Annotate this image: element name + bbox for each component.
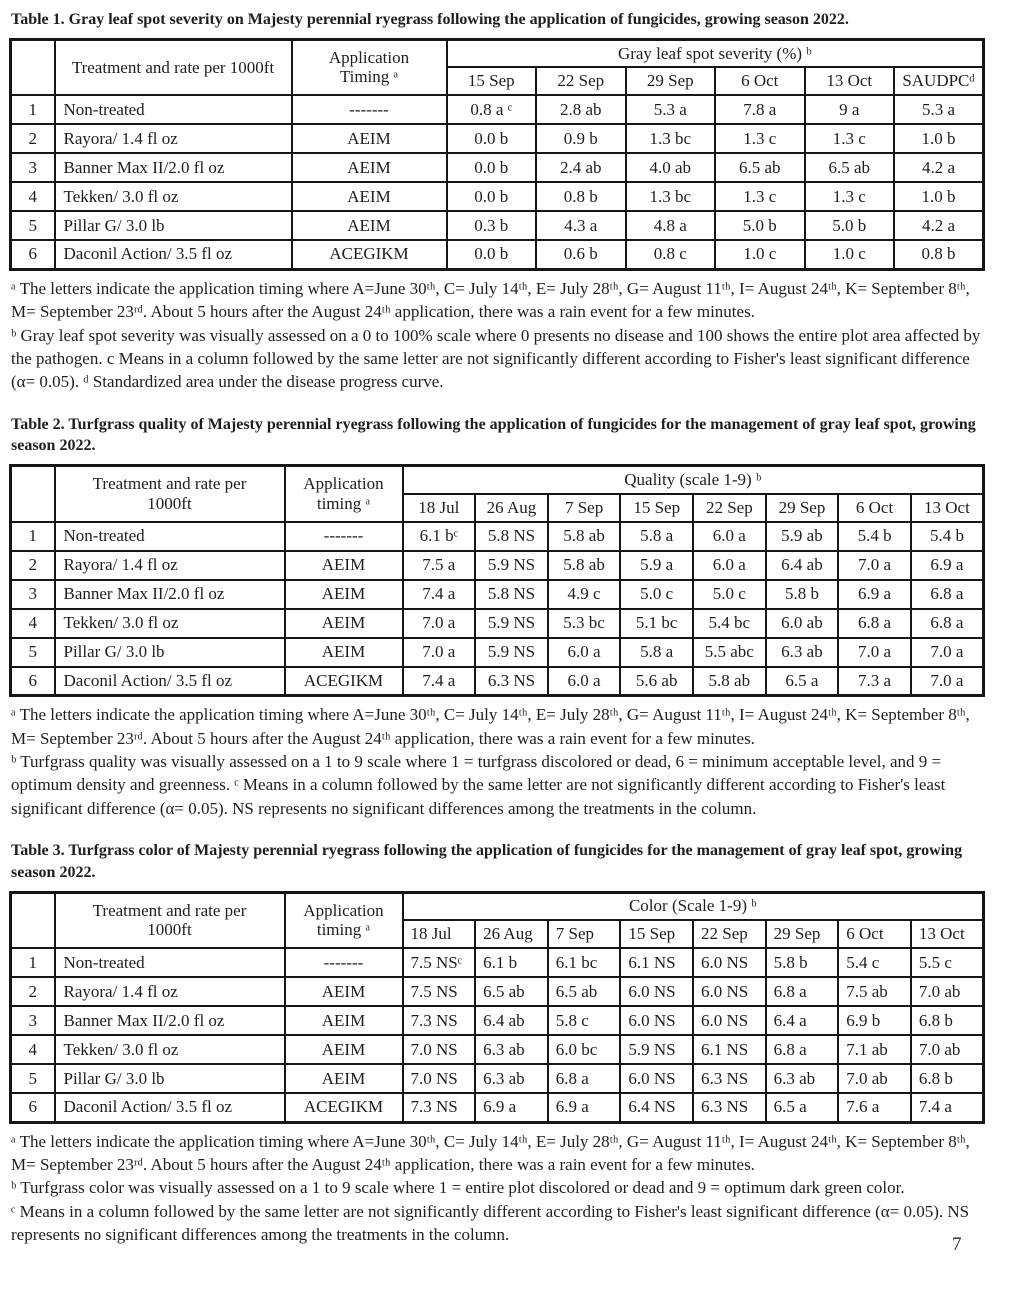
value-cell: 5.3 bc (548, 609, 621, 638)
value-cell: 6.0 a (693, 551, 766, 580)
value-cell: 6.0 a (548, 638, 621, 667)
value-cell: 6.3 ab (766, 638, 839, 667)
value-cell: 6.3 NS (475, 667, 548, 696)
treatment-cell: Pillar G/ 3.0 lb (55, 211, 292, 240)
timing-cell: ACEGIKM (292, 240, 447, 269)
table3-caption: Table 3. Turfgrass color of Majesty perennial ryegrass following the application of fungicides for the management of gray leaf spot, growing season 2022. (11, 842, 963, 881)
value-cell: 5.8 ab (693, 667, 766, 696)
value-cell: 7.0 a (838, 638, 911, 667)
date-column-header: 15 Sep (620, 494, 693, 522)
footnote-a: ᵃ The letters indicate the application timing where A=June 30ᵗʰ, C= July 14ᵗʰ, E= July 28ᵗʰ, G= August 11ᵗʰ, I= August 24ᵗʰ, K= September 8ᵗʰ, M= September 23ʳᵈ. About 5 hours after the August 24ᵗʰ application, there was a rain event for a few minutes. (11, 705, 970, 748)
table2-footnotes (11, 703, 986, 820)
value-cell: 0.0 b (447, 124, 537, 153)
date-column-header: 18 Jul (403, 920, 476, 948)
value-cell: 6.8 a (548, 1064, 621, 1093)
table-row (11, 153, 984, 182)
value-cell: 6.0 bc (548, 1035, 621, 1064)
value-cell: 6.8 a (838, 609, 911, 638)
row-number-cell: 5 (11, 211, 55, 240)
treatment-cell: Non-treated (55, 948, 285, 977)
footnote-a: ᵃ The letters indicate the application timing where A=June 30ᵗʰ, C= July 14ᵗʰ, E= July 28ᵗʰ, G= August 11ᵗʰ, I= August 24ᵗʰ, K= September 8ᵗʰ, M= September 23ʳᵈ. About 5 hours after the August 24ᵗʰ application, there was a rain event for a few minutes. (11, 278, 970, 322)
timing-cell: AEIM (285, 551, 403, 580)
value-cell: 6.0 NS (620, 1064, 693, 1093)
value-cell: 6.3 ab (766, 1064, 839, 1093)
value-cell: 6.8 a (766, 977, 839, 1006)
value-cell: 5.4 b (911, 522, 984, 551)
value-cell: 4.8 a (626, 211, 716, 240)
table-row (11, 609, 984, 638)
table-row (11, 1006, 984, 1035)
treatment-column-header: Treatment and rate per 1000ft (55, 39, 292, 95)
value-cell: 6.3 NS (693, 1093, 766, 1122)
group-header: Color (Scale 1-9) ᵇ (403, 892, 984, 920)
date-column-header: 13 Oct (805, 67, 895, 95)
value-cell: 7.4 a (911, 1093, 984, 1122)
value-cell: 6.1 bc (548, 948, 621, 977)
treatment-cell: Tekken/ 3.0 fl oz (55, 609, 285, 638)
value-cell: 6.0 a (548, 667, 621, 696)
value-cell: 7.0 a (403, 609, 476, 638)
row-number-cell: 3 (11, 153, 55, 182)
value-cell: 5.8 NS (475, 522, 548, 551)
value-cell: 1.0 c (715, 240, 805, 269)
value-cell: 7.3 a (838, 667, 911, 696)
table-row (11, 240, 984, 269)
date-column-header: 13 Oct (911, 494, 984, 522)
value-cell: 5.6 ab (620, 667, 693, 696)
value-cell: 5.4 bc (693, 609, 766, 638)
value-cell: 6.0 NS (620, 1006, 693, 1035)
value-cell: 7.8 a (715, 95, 805, 124)
value-cell: 7.0 a (911, 667, 984, 696)
timing-cell: AEIM (285, 609, 403, 638)
value-cell: 5.3 a (894, 95, 984, 124)
date-column-header: 22 Sep (536, 67, 626, 95)
table3-turfgrass-color (9, 891, 985, 1124)
table-row (11, 1035, 984, 1064)
timing-cell: AEIM (285, 977, 403, 1006)
treatment-cell: Non-treated (55, 95, 292, 124)
row-number-cell: 2 (11, 977, 55, 1006)
value-cell: 5.8 b (766, 580, 839, 609)
value-cell: 6.5 ab (548, 977, 621, 1006)
table-row (11, 95, 984, 124)
value-cell: 4.3 a (536, 211, 626, 240)
date-column-header: 15 Sep (620, 920, 693, 948)
value-cell: 6.0 NS (620, 977, 693, 1006)
treatment-cell: Rayora/ 1.4 fl oz (55, 977, 285, 1006)
value-cell: 6.9 a (911, 551, 984, 580)
date-column-header: 26 Aug (475, 494, 548, 522)
value-cell: 5.8 b (766, 948, 839, 977)
value-cell: 7.5 NSᶜ (403, 948, 476, 977)
value-cell: 5.8 NS (475, 580, 548, 609)
value-cell: 6.1 bᶜ (403, 522, 476, 551)
timing-cell: AEIM (292, 153, 447, 182)
value-cell: 6.4 a (766, 1006, 839, 1035)
value-cell: 6.4 ab (475, 1006, 548, 1035)
timing-cell: AEIM (285, 1035, 403, 1064)
value-cell: 6.3 NS (693, 1064, 766, 1093)
value-cell: 5.5 c (911, 948, 984, 977)
value-cell: 6.3 ab (475, 1035, 548, 1064)
value-cell: 0.3 b (447, 211, 537, 240)
table-row (11, 1093, 984, 1122)
value-cell: 6.8 b (911, 1064, 984, 1093)
value-cell: 9 a (805, 95, 895, 124)
value-cell: 7.0 ab (838, 1064, 911, 1093)
value-cell: 6.1 NS (693, 1035, 766, 1064)
treatment-cell: Daconil Action/ 3.5 fl oz (55, 667, 285, 696)
table-row (11, 211, 984, 240)
value-cell: 0.6 b (536, 240, 626, 269)
header-row-1 (11, 466, 984, 494)
value-cell: 5.4 c (838, 948, 911, 977)
table-row (11, 948, 984, 977)
table2-section (9, 414, 986, 820)
table1-caption: Table 1. Gray leaf spot severity on Majesty perennial ryegrass following the application of fungicides, growing season 2022. (11, 11, 849, 28)
row-number-cell: 1 (11, 948, 55, 977)
value-cell: 2.4 ab (536, 153, 626, 182)
treatment-column-header: Treatment and rate per 1000ft (55, 892, 285, 948)
row-number-cell: 3 (11, 580, 55, 609)
value-cell: 6.0 ab (766, 609, 839, 638)
value-cell: 6.5 a (766, 667, 839, 696)
date-column-header: 6 Oct (838, 920, 911, 948)
group-header: Quality (scale 1-9) ᵇ (403, 466, 984, 494)
treatment-cell: Rayora/ 1.4 fl oz (55, 124, 292, 153)
timing-cell: AEIM (285, 580, 403, 609)
value-cell: 5.8 ab (548, 522, 621, 551)
date-column-header: 22 Sep (693, 920, 766, 948)
treatment-cell: Tekken/ 3.0 fl oz (55, 182, 292, 211)
page-number: 7 (952, 1234, 962, 1255)
value-cell: 6.5 ab (805, 153, 895, 182)
table-row (11, 124, 984, 153)
footnote-c: ᶜ Means in a column followed by the same letter are not significantly different according to Fisher's least significant difference (α= 0.05). NS represents no significant differences among the treatments in the column. (11, 1201, 970, 1245)
value-cell: 7.0 ab (911, 1035, 984, 1064)
value-cell: 7.0 NS (403, 1064, 476, 1093)
table3-footnotes (11, 1130, 986, 1247)
treatment-cell: Banner Max II/2.0 fl oz (55, 153, 292, 182)
value-cell: 5.9 ab (766, 522, 839, 551)
value-cell: 4.2 a (894, 211, 984, 240)
date-column-header: 6 Oct (838, 494, 911, 522)
value-cell: 5.0 b (805, 211, 895, 240)
value-cell: 7.0 a (911, 638, 984, 667)
value-cell: 5.9 a (620, 551, 693, 580)
date-column-header: 26 Aug (475, 920, 548, 948)
value-cell: 5.9 NS (475, 638, 548, 667)
date-column-header: 18 Jul (403, 494, 476, 522)
value-cell: 5.9 NS (620, 1035, 693, 1064)
table2-caption: Table 2. Turfgrass quality of Majesty perennial ryegrass following the application of fungicides for the management of gray leaf spot, growing season 2022. (11, 415, 976, 455)
value-cell: 7.1 ab (838, 1035, 911, 1064)
table3-section (9, 840, 986, 1246)
value-cell: 0.0 b (447, 240, 537, 269)
value-cell: 6.9 b (838, 1006, 911, 1035)
value-cell: 1.0 b (894, 182, 984, 211)
value-cell: 6.8 a (911, 580, 984, 609)
timing-column-header: Application timing ᵃ (285, 466, 403, 522)
date-column-header: 7 Sep (548, 920, 621, 948)
value-cell: 7.5 ab (838, 977, 911, 1006)
value-cell: 5.1 bc (620, 609, 693, 638)
value-cell: 6.5 a (766, 1093, 839, 1122)
date-column-header: 6 Oct (715, 67, 805, 95)
row-number-cell: 2 (11, 551, 55, 580)
row-number-cell: 6 (11, 667, 55, 696)
value-cell: 0.8 a ᶜ (447, 95, 537, 124)
value-cell: 7.3 NS (403, 1093, 476, 1122)
value-cell: 6.5 ab (475, 977, 548, 1006)
table1-section (9, 9, 986, 394)
value-cell: 0.8 c (626, 240, 716, 269)
value-cell: 5.5 abc (693, 638, 766, 667)
value-cell: 7.0 NS (403, 1035, 476, 1064)
treatment-cell: Banner Max II/2.0 fl oz (55, 1006, 285, 1035)
corner-cell (11, 892, 55, 948)
value-cell: 6.0 NS (693, 977, 766, 1006)
value-cell: 7.4 a (403, 667, 476, 696)
value-cell: 6.9 a (548, 1093, 621, 1122)
treatment-cell: Daconil Action/ 3.5 fl oz (55, 1093, 285, 1122)
value-cell: 5.9 NS (475, 551, 548, 580)
row-number-cell: 1 (11, 95, 55, 124)
row-number-cell: 4 (11, 1035, 55, 1064)
timing-cell: ACEGIKM (285, 1093, 403, 1122)
treatment-cell: Banner Max II/2.0 fl oz (55, 580, 285, 609)
table-row (11, 667, 984, 696)
value-cell: 6.0 NS (693, 1006, 766, 1035)
row-number-cell: 5 (11, 638, 55, 667)
timing-cell: ------- (292, 95, 447, 124)
row-number-cell: 3 (11, 1006, 55, 1035)
value-cell: 1.0 b (894, 124, 984, 153)
value-cell: 6.5 ab (715, 153, 805, 182)
value-cell: 6.1 NS (620, 948, 693, 977)
table-row (11, 1064, 984, 1093)
value-cell: 5.3 a (626, 95, 716, 124)
table-row (11, 580, 984, 609)
row-number-cell: 4 (11, 609, 55, 638)
value-cell: 0.9 b (536, 124, 626, 153)
value-cell: 1.3 bc (626, 182, 716, 211)
row-number-cell: 5 (11, 1064, 55, 1093)
value-cell: 6.8 a (766, 1035, 839, 1064)
date-column-header: 15 Sep (447, 67, 537, 95)
value-cell: 0.8 b (894, 240, 984, 269)
table1-footnotes (11, 277, 986, 394)
timing-cell: AEIM (285, 1006, 403, 1035)
value-cell: 6.9 a (838, 580, 911, 609)
value-cell: 6.8 b (911, 1006, 984, 1035)
corner-cell (11, 466, 55, 522)
footnote-b: ᵇ Turfgrass color was visually assessed on a 1 to 9 scale where 1 = entire plot discolored or dead and 9 = optimum dark green color. (11, 1178, 905, 1198)
value-cell: 6.4 NS (620, 1093, 693, 1122)
value-cell: 7.0 a (403, 638, 476, 667)
table2-turfgrass-quality (9, 464, 985, 697)
value-cell: 5.8 c (548, 1006, 621, 1035)
date-column-header: 13 Oct (911, 920, 984, 948)
value-cell: 1.3 bc (626, 124, 716, 153)
treatment-cell: Pillar G/ 3.0 lb (55, 1064, 285, 1093)
value-cell: 5.9 NS (475, 609, 548, 638)
value-cell: 1.3 c (805, 182, 895, 211)
treatment-cell: Pillar G/ 3.0 lb (55, 638, 285, 667)
treatment-column-header: Treatment and rate per 1000ft (55, 466, 285, 522)
date-column-header: 29 Sep (626, 67, 716, 95)
timing-cell: AEIM (292, 182, 447, 211)
table-row (11, 182, 984, 211)
value-cell: 2.8 ab (536, 95, 626, 124)
date-column-header: 22 Sep (693, 494, 766, 522)
footnote-b: ᵇ Turfgrass quality was visually assessed on a 1 to 9 scale where 1 = turfgrass discolored or dead, 6 = minimum acceptable level, and 9 = optimum density and greenness. ᶜ Means in a column followed by the same letter are not significantly different according to Fisher's least significant difference (α= 0.05). NS represents no significant differences among the treatments in the column. (11, 751, 946, 818)
timing-cell: AEIM (292, 124, 447, 153)
value-cell: 1.3 c (715, 182, 805, 211)
footnote-b: ᵇ Gray leaf spot severity was visually assessed on a 0 to 100% scale where 0 presents no disease and 100 shows the entire plot area affected by the pathogen. c Means in a column followed by the same letter are not significantly different according to Fisher's least significant difference (α= 0.05). ᵈ Standardized area under the disease progress curve. (11, 325, 981, 392)
value-cell: 5.8 a (620, 522, 693, 551)
table-row (11, 638, 984, 667)
timing-cell: ------- (285, 948, 403, 977)
value-cell: 7.5 NS (403, 977, 476, 1006)
treatment-cell: Tekken/ 3.0 fl oz (55, 1035, 285, 1064)
row-number-cell: 1 (11, 522, 55, 551)
value-cell: 7.0 a (838, 551, 911, 580)
value-cell: 7.4 a (403, 580, 476, 609)
value-cell: 5.0 c (693, 580, 766, 609)
value-cell: 6.1 b (475, 948, 548, 977)
date-column-header: SAUDPCᵈ (894, 67, 984, 95)
header-row-1 (11, 892, 984, 920)
row-number-cell: 2 (11, 124, 55, 153)
date-column-header: 29 Sep (766, 494, 839, 522)
table-row (11, 977, 984, 1006)
date-column-header: 29 Sep (766, 920, 839, 948)
timing-cell: AEIM (285, 638, 403, 667)
value-cell: 0.8 b (536, 182, 626, 211)
value-cell: 6.3 ab (475, 1064, 548, 1093)
value-cell: 6.0 NS (693, 948, 766, 977)
value-cell: 7.0 ab (911, 977, 984, 1006)
value-cell: 0.0 b (447, 153, 537, 182)
date-column-header: 7 Sep (548, 494, 621, 522)
value-cell: 4.9 c (548, 580, 621, 609)
timing-cell: ACEGIKM (285, 667, 403, 696)
value-cell: 7.6 a (838, 1093, 911, 1122)
timing-cell: AEIM (285, 1064, 403, 1093)
treatment-cell: Non-treated (55, 522, 285, 551)
row-number-cell: 6 (11, 240, 55, 269)
value-cell: 7.5 a (403, 551, 476, 580)
value-cell: 7.3 NS (403, 1006, 476, 1035)
value-cell: 4.0 ab (626, 153, 716, 182)
value-cell: 5.4 b (838, 522, 911, 551)
row-number-cell: 6 (11, 1093, 55, 1122)
table-row (11, 522, 984, 551)
treatment-cell: Daconil Action/ 3.5 fl oz (55, 240, 292, 269)
corner-cell (11, 39, 55, 95)
table1-gray-leaf-spot-severity (9, 38, 985, 271)
footnote-a: ᵃ The letters indicate the application timing where A=June 30ᵗʰ, C= July 14ᵗʰ, E= July 28ᵗʰ, G= August 11ᵗʰ, I= August 24ᵗʰ, K= September 8ᵗʰ, M= September 23ʳᵈ. About 5 hours after the August 24ᵗʰ application, there was a rain event for a few minutes. (11, 1131, 970, 1174)
timing-column-header: Application timing ᵃ (285, 892, 403, 948)
value-cell: 5.8 a (620, 638, 693, 667)
table-row (11, 551, 984, 580)
value-cell: 0.0 b (447, 182, 537, 211)
value-cell: 5.0 c (620, 580, 693, 609)
timing-column-header: Application Timing ᵃ (292, 39, 447, 95)
timing-cell: ------- (285, 522, 403, 551)
timing-cell: AEIM (292, 211, 447, 240)
value-cell: 5.8 ab (548, 551, 621, 580)
value-cell: 1.0 c (805, 240, 895, 269)
value-cell: 6.0 a (693, 522, 766, 551)
value-cell: 1.3 c (805, 124, 895, 153)
row-number-cell: 4 (11, 182, 55, 211)
treatment-cell: Rayora/ 1.4 fl oz (55, 551, 285, 580)
value-cell: 1.3 c (715, 124, 805, 153)
value-cell: 6.8 a (911, 609, 984, 638)
value-cell: 6.9 a (475, 1093, 548, 1122)
value-cell: 4.2 a (894, 153, 984, 182)
header-row-1 (11, 39, 984, 67)
value-cell: 6.4 ab (766, 551, 839, 580)
value-cell: 5.0 b (715, 211, 805, 240)
group-header: Gray leaf spot severity (%) ᵇ (447, 39, 984, 67)
